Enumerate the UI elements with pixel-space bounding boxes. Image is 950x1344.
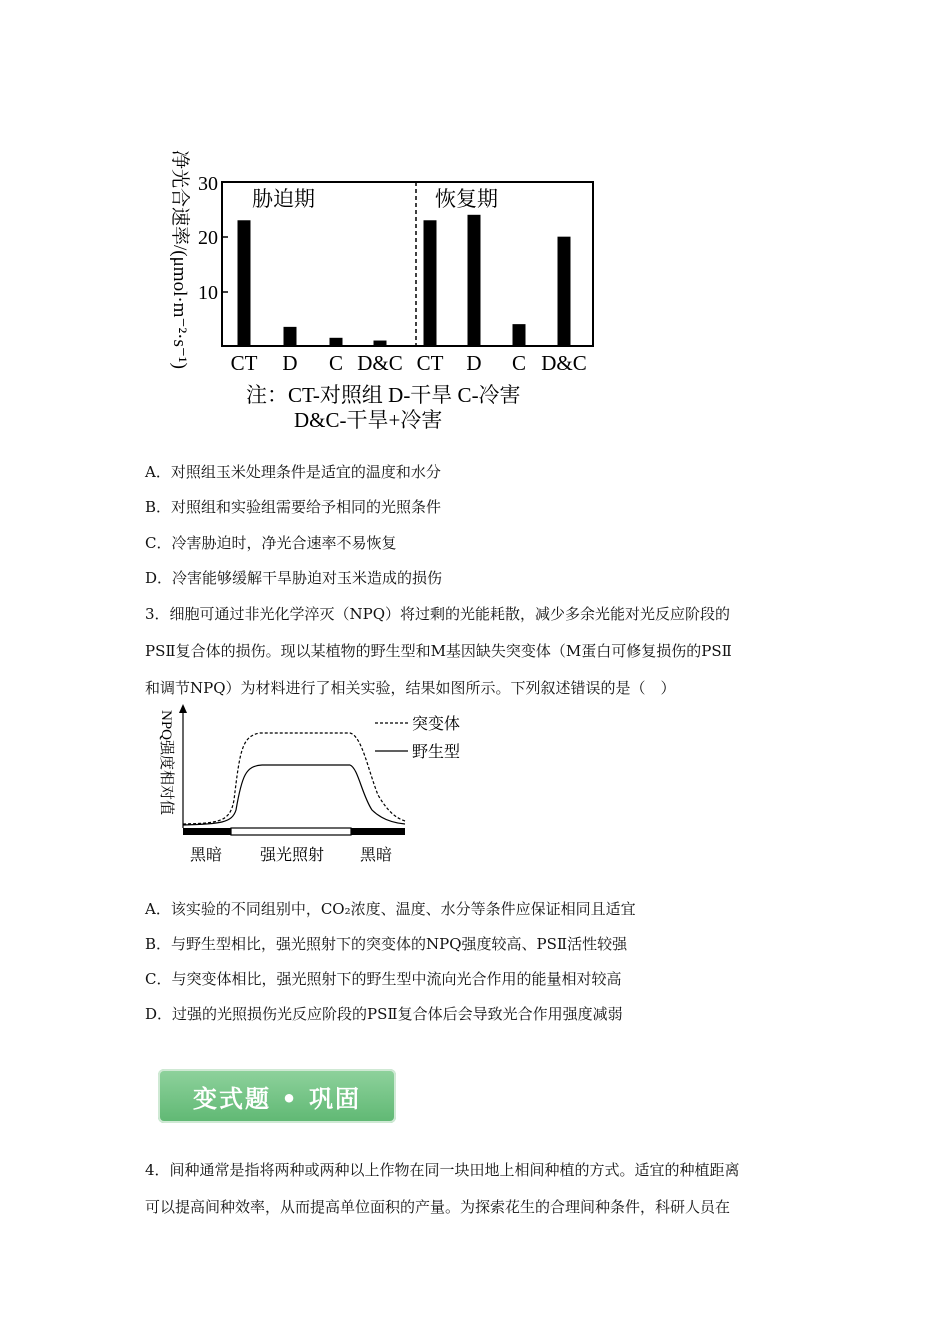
section-badge bbox=[158, 1069, 396, 1123]
x-label-light: 强光照射 bbox=[260, 847, 325, 864]
question-4-line2: 可以提高间种效率，从而提高单位面积的产量。为探索花生的合理间种条件，科研人员在 bbox=[145, 1198, 731, 1216]
x-tick-label: C bbox=[328, 351, 344, 375]
bar-ct-0 bbox=[238, 220, 251, 346]
x-tick-label: C bbox=[511, 351, 527, 375]
bar-chart bbox=[160, 140, 620, 440]
x-tick-label: D bbox=[282, 351, 298, 375]
npq-y-axis-label: NPQ强度相对值 bbox=[158, 710, 174, 816]
tick-label-30: 30 bbox=[198, 173, 218, 195]
option-b: B．对照组和实验组需要给予相同的光照条件 bbox=[145, 498, 442, 516]
question-3-line2: PSⅡ复合体的损伤。现以某植物的野生型和M基因缺失突变体（M蛋白可修复损伤的PSⅡ bbox=[145, 642, 732, 660]
x-tick-label: CT bbox=[230, 351, 258, 375]
x-tick-label: D&C bbox=[357, 351, 403, 375]
bar-series bbox=[238, 215, 571, 346]
question-4-line1: 4．间种通常是指将两种或两种以上作物在同一块田地上相间种植的方式。适宜的种植距离 bbox=[145, 1161, 740, 1179]
tick-label-20: 20 bbox=[198, 227, 218, 249]
y-axis-label: 净光合速率/(μmol·m⁻²·s⁻¹) bbox=[169, 150, 190, 369]
period-label-recovery: 恢复期 bbox=[435, 187, 498, 211]
question-3-line3: 和调节NPQ）为材料进行了相关实验，结果如图所示。下列叙述错误的是（ ） bbox=[145, 679, 676, 697]
bar-ct-4 bbox=[424, 220, 437, 346]
legend-wild-label: 野生型 bbox=[412, 744, 461, 761]
dark-segment-left bbox=[183, 828, 231, 835]
legend-mutant-label: 突变体 bbox=[412, 716, 461, 733]
bar-c-6 bbox=[513, 324, 526, 346]
x-tick-label: CT bbox=[416, 351, 444, 375]
option-a: A．对照组玉米处理条件是适宜的温度和水分 bbox=[145, 463, 441, 481]
q3-option-d: D．过强的光照损伤光反应阶段的PSⅡ复合体后会导致光合作用强度减弱 bbox=[145, 1005, 623, 1023]
y-axis-arrow bbox=[179, 704, 187, 713]
period-label-stress: 胁迫期 bbox=[252, 187, 315, 211]
x-label-dark-left: 黑暗 bbox=[190, 847, 223, 864]
chart-note-line1: 注：CT-对照组 D-干旱 C-冷害 bbox=[246, 383, 521, 407]
x-tick-label: D&C bbox=[541, 351, 587, 375]
option-d: D．冷害能够缓解干旱胁迫对玉米造成的损伤 bbox=[145, 569, 443, 587]
x-tick-labels bbox=[231, 351, 587, 375]
light-segment bbox=[231, 828, 351, 835]
section-badge-label: 变式题 • 巩固 bbox=[192, 1084, 362, 1113]
npq-line-chart bbox=[150, 700, 480, 870]
y-ticks bbox=[198, 173, 228, 304]
tick-label-10: 10 bbox=[198, 282, 218, 304]
question-3-line1: 3．细胞可通过非光化学淬灭（NPQ）将过剩的光能耗散，减少多余光能对光反应阶段的 bbox=[145, 605, 731, 623]
q3-option-a: A．该实验的不同组别中，CO₂浓度、温度、水分等条件应保证相同且适宜 bbox=[145, 900, 636, 918]
bar-d-1 bbox=[284, 327, 297, 346]
x-label-dark-right: 黑暗 bbox=[360, 847, 393, 864]
bar-d-c-7 bbox=[558, 237, 571, 346]
x-tick-label: D bbox=[466, 351, 482, 375]
dark-segment-right bbox=[351, 828, 405, 835]
option-c: C．冷害胁迫时，净光合速率不易恢复 bbox=[145, 534, 397, 552]
bar-d-5 bbox=[468, 215, 481, 346]
bar-c-2 bbox=[330, 338, 343, 346]
q3-option-c: C．与突变体相比，强光照射下的野生型中流向光合作用的能量相对较高 bbox=[145, 970, 622, 988]
q3-option-b: B．与野生型相比，强光照射下的突变体的NPQ强度较高、PSⅡ活性较强 bbox=[145, 935, 628, 953]
wild-type-curve bbox=[183, 765, 405, 825]
chart-note-line2: D&C-干旱+冷害 bbox=[294, 408, 443, 432]
